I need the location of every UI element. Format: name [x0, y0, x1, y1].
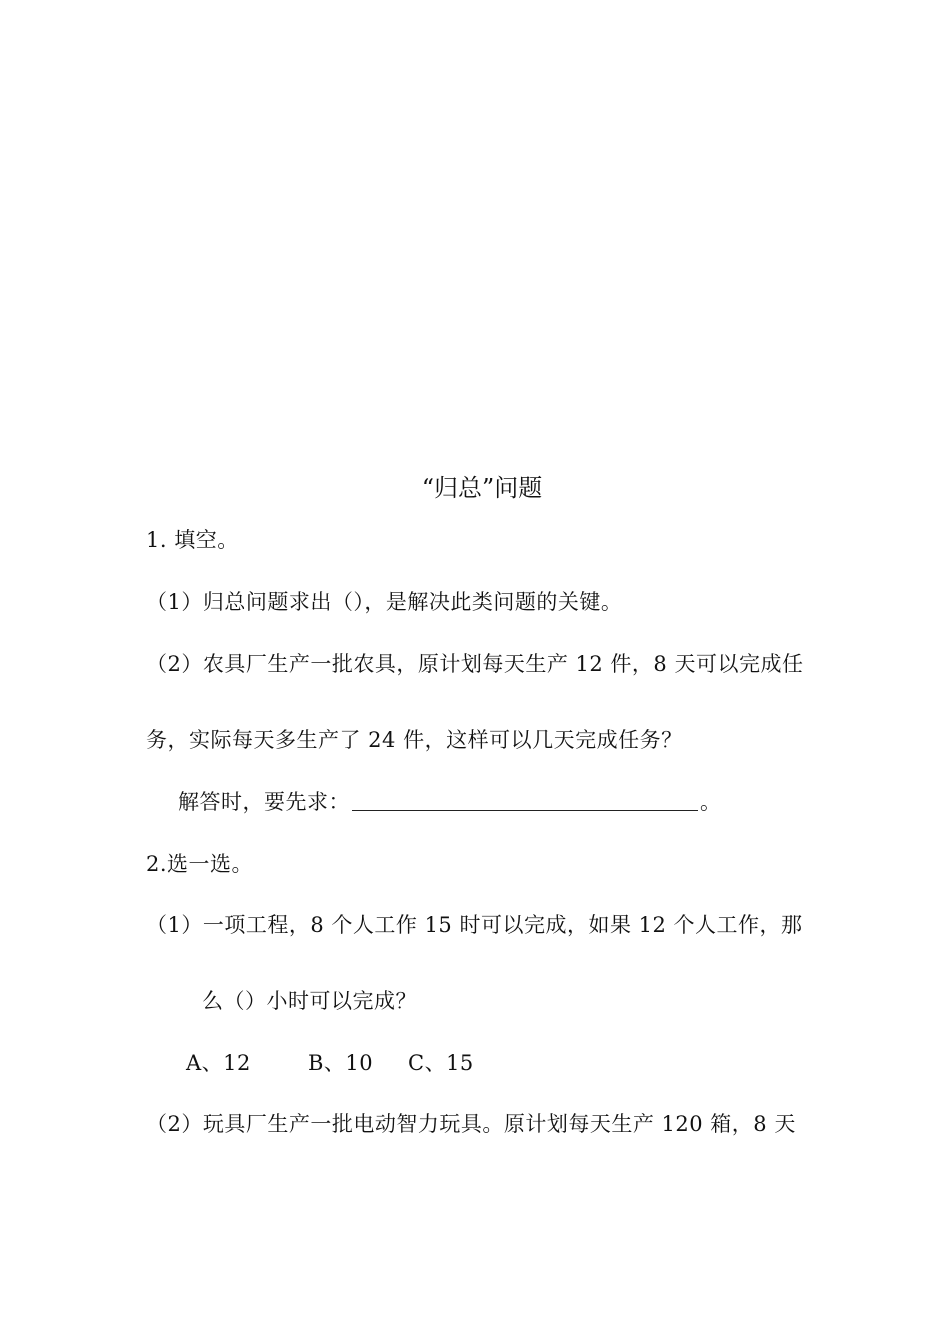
options-row [186, 1049, 474, 1077]
question-1-1: （1）归总问题求出（），是解决此类问题的关键。 [146, 590, 623, 614]
answer-suffix: 。 [700, 790, 722, 814]
question-1-2-line-2: 务，实际每天多生产了 24 件，这样可以几天完成任务？ [146, 728, 683, 752]
option-a[interactable]: A、12 [186, 1051, 251, 1075]
question-2-1-line-1: （1）一项工程，8 个人工作 15 时可以完成，如果 12 个人工作，那 [146, 913, 803, 937]
answer-line [178, 788, 722, 816]
option-b[interactable]: B、10 [308, 1051, 374, 1075]
answer-blank[interactable] [352, 790, 698, 811]
question-1-2-line-1: （2）农具厂生产一批农具，原计划每天生产 12 件，8 天可以完成任 [146, 652, 804, 676]
section-1-heading: 1. 填空。 [146, 528, 239, 552]
question-2-2-line-1: （2）玩具厂生产一批电动智力玩具。原计划每天生产 120 箱，8 天 [146, 1112, 796, 1136]
question-2-1-line-2: 么（）小时可以完成？ [202, 989, 417, 1013]
option-c[interactable]: C、15 [408, 1051, 474, 1075]
page-title: “归总”问题 [421, 474, 543, 502]
section-2-heading: 2.选一选。 [146, 852, 254, 876]
answer-prefix: 解答时，要先求： [178, 790, 350, 814]
